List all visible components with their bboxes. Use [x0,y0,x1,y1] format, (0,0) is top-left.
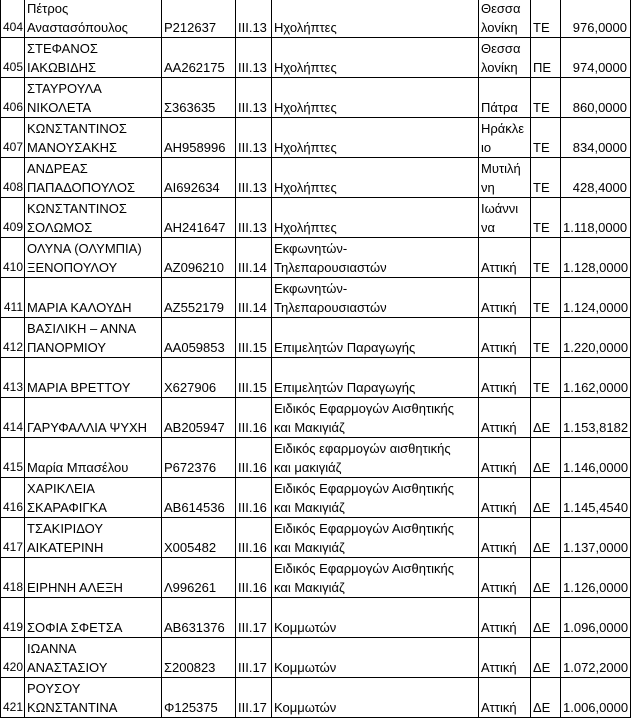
candidate-name-cell: ΓΑΡΥΦΑΛΛΙΑ ΨΥΧΗ [25,398,162,438]
specialty-name-cell: Ηχολήπτες [272,78,479,118]
specialty-code-cell: ΙΙΙ.13 [236,78,272,118]
table-row [1,358,631,398]
city-cell: Αττική [479,438,531,478]
specialty-code-cell: ΙΙΙ.15 [236,318,272,358]
row-number-cell: 404 [1,0,25,38]
education-level-cell: ΔΕ [531,678,561,718]
city-cell: Μυτιλή νη [479,158,531,198]
specialty-code-cell: ΙΙΙ.17 [236,678,272,718]
specialty-name-cell: Ειδικός εφαρμογών αισθητικής και μακιγιάζ [272,438,479,478]
table-row [1,0,631,38]
row-number-cell: 409 [1,198,25,238]
table-row [1,38,631,78]
score-cell: 1.124,0000 [561,278,631,318]
table-row [1,518,631,558]
education-level-cell: ΤΕ [531,318,561,358]
candidate-name-cell: Πέτρος Αναστασόπουλος [25,0,162,38]
candidate-name-cell: ΒΑΣΙΛΙΚΗ – ΑΝΝΑ ΠΑΝΟΡΜΙΟΥ [25,318,162,358]
candidate-name-cell: ΣΟΦΙΑ ΣΦΕΤΣΑ [25,598,162,638]
id-number-cell: Χ005482 [162,518,236,558]
specialty-code-cell: ΙΙΙ.15 [236,358,272,398]
candidate-name-cell: ΙΩΑΝΝΑ ΑΝΑΣΤΑΣΙΟΥ [25,638,162,678]
row-number-cell: 405 [1,38,25,78]
score-cell: 1.118,0000 [561,198,631,238]
score-cell: 1.072,2000 [561,638,631,678]
city-cell: Αττική [479,678,531,718]
specialty-name-cell: Εκφωνητών- Τηλεπαρουσιαστών [272,238,479,278]
score-cell: 1.145,4540 [561,478,631,518]
city-cell: Αττική [479,598,531,638]
specialty-code-cell: ΙΙΙ.17 [236,598,272,638]
specialty-code-cell: ΙΙΙ.16 [236,478,272,518]
candidate-name-cell: ΧΑΡΙΚΛΕΙΑ ΣΚΑΡΑΦΙΓΚΑ [25,478,162,518]
specialty-name-cell: Επιμελητών Παραγωγής [272,358,479,398]
education-level-cell: ΤΕ [531,0,561,38]
id-number-cell: Σ200823 [162,638,236,678]
education-level-cell: ΤΕ [531,278,561,318]
city-cell: Αττική [479,518,531,558]
table-row [1,278,631,318]
specialty-code-cell: ΙΙΙ.14 [236,278,272,318]
candidate-name-cell: ΡΟΥΣΟΥ ΚΩΝΣΤΑΝΤΙΝΑ [25,678,162,718]
score-cell: 974,0000 [561,38,631,78]
row-number-cell: 416 [1,478,25,518]
id-number-cell: ΑΖ096210 [162,238,236,278]
score-cell: 976,0000 [561,0,631,38]
row-number-cell: 414 [1,398,25,438]
score-cell: 428,4000 [561,158,631,198]
education-level-cell: ΤΕ [531,198,561,238]
id-number-cell: ΑΒ205947 [162,398,236,438]
city-cell: Αττική [479,558,531,598]
specialty-code-cell: ΙΙΙ.16 [236,438,272,478]
candidate-name-cell: ΣΤΑΥΡΟΥΛΑ ΝΙΚΟΛΕΤΑ [25,78,162,118]
education-level-cell: ΤΕ [531,158,561,198]
id-number-cell: Ρ672376 [162,438,236,478]
education-level-cell: ΤΕ [531,118,561,158]
row-number-cell: 415 [1,438,25,478]
id-number-cell: Χ627906 [162,358,236,398]
education-level-cell: ΤΕ [531,358,561,398]
candidate-name-cell: ΑΝΔΡΕΑΣ ΠΑΠΑΔΟΠΟΥΛΟΣ [25,158,162,198]
specialty-code-cell: ΙΙΙ.13 [236,158,272,198]
row-number-cell: 411 [1,278,25,318]
city-cell: Αττική [479,358,531,398]
specialty-name-cell: Ηχολήπτες [272,158,479,198]
city-cell: Αττική [479,398,531,438]
specialty-name-cell: Κομμωτών [272,598,479,638]
specialty-name-cell: Ηχολήπτες [272,0,479,38]
id-number-cell: ΑΗ241647 [162,198,236,238]
city-cell: Ηράκλε ιο [479,118,531,158]
table-row [1,478,631,518]
city-cell: Αττική [479,238,531,278]
score-cell: 860,0000 [561,78,631,118]
candidate-name-cell: ΟΛΥΝΑ (ΟΛΥΜΠΙΑ) ΞΕΝΟΠΟΥΛΟΥ [25,238,162,278]
city-cell: Θεσσα λονίκη [479,38,531,78]
city-cell: Ιωάννι να [479,198,531,238]
score-cell: 1.126,0000 [561,558,631,598]
table-row [1,678,631,718]
specialty-name-cell: Ηχολήπτες [272,118,479,158]
education-level-cell: ΔΕ [531,438,561,478]
candidate-name-cell: ΤΣΑΚΙΡΙΔΟΥ ΑΙΚΑΤΕΡΙΝΗ [25,518,162,558]
candidate-name-cell: ΜΑΡΙΑ ΒΡΕΤΤΟΥ [25,358,162,398]
id-number-cell: ΑΗ958996 [162,118,236,158]
specialty-code-cell: ΙΙΙ.16 [236,518,272,558]
candidate-name-cell: ΣΤΕΦΑΝΟΣ ΙΑΚΩΒΙΔΗΣ [25,38,162,78]
specialty-code-cell: ΙΙΙ.16 [236,398,272,438]
specialty-code-cell: ΙΙΙ.16 [236,558,272,598]
specialty-name-cell: Εκφωνητών- Τηλεπαρουσιαστών [272,278,479,318]
id-number-cell: Φ125375 [162,678,236,718]
table-row [1,198,631,238]
table-row [1,238,631,278]
score-cell: 1.096,0000 [561,598,631,638]
city-cell: Αττική [479,478,531,518]
table-body [1,0,631,718]
row-number-cell: 421 [1,678,25,718]
id-number-cell: ΑΑ059853 [162,318,236,358]
id-number-cell: Ρ212637 [162,0,236,38]
id-number-cell: ΑΙ692634 [162,158,236,198]
table-row [1,158,631,198]
table-row [1,398,631,438]
candidate-name-cell: Μαρία Μπασέλου [25,438,162,478]
score-cell: 1.006,0000 [561,678,631,718]
specialty-name-cell: Ειδικός Εφαρμογών Αισθητικής και Μακιγιάζ [272,518,479,558]
row-number-cell: 407 [1,118,25,158]
city-cell: Πάτρα [479,78,531,118]
candidate-name-cell: ΚΩΝΣΤΑΝΤΙΝΟΣ ΜΑΝΟΥΣΑΚΗΣ [25,118,162,158]
table-row [1,78,631,118]
education-level-cell: ΔΕ [531,598,561,638]
candidate-name-cell: ΕΙΡΗΝΗ ΑΛΕΞΗ [25,558,162,598]
city-cell: Αττική [479,278,531,318]
education-level-cell: ΠΕ [531,38,561,78]
score-cell: 1.162,0000 [561,358,631,398]
id-number-cell: Λ996261 [162,558,236,598]
row-number-cell: 417 [1,518,25,558]
table-row [1,118,631,158]
specialty-code-cell: ΙΙΙ.17 [236,638,272,678]
score-cell: 1.128,0000 [561,238,631,278]
candidate-name-cell: ΜΑΡΙΑ ΚΑΛΟΥΔΗ [25,278,162,318]
id-number-cell: ΑΒ614536 [162,478,236,518]
score-cell: 834,0000 [561,118,631,158]
table-row [1,438,631,478]
specialty-name-cell: Κομμωτών [272,638,479,678]
table-row [1,318,631,358]
specialty-code-cell: ΙΙΙ.14 [236,238,272,278]
education-level-cell: ΔΕ [531,638,561,678]
specialty-name-cell: Κομμωτών [272,678,479,718]
education-level-cell: ΤΕ [531,78,561,118]
specialty-code-cell: ΙΙΙ.13 [236,198,272,238]
row-number-cell: 408 [1,158,25,198]
city-cell: Θεσσα λονίκη [479,0,531,38]
row-number-cell: 410 [1,238,25,278]
row-number-cell: 413 [1,358,25,398]
specialty-name-cell: Ειδικός Εφαρμογών Αισθητικής και Μακιγιάζ [272,558,479,598]
row-number-cell: 418 [1,558,25,598]
table-row [1,638,631,678]
specialty-name-cell: Επιμελητών Παραγωγής [272,318,479,358]
id-number-cell: ΑΑ262175 [162,38,236,78]
education-level-cell: ΔΕ [531,478,561,518]
education-level-cell: ΔΕ [531,518,561,558]
row-number-cell: 420 [1,638,25,678]
row-number-cell: 412 [1,318,25,358]
education-level-cell: ΤΕ [531,238,561,278]
score-cell: 1.137,0000 [561,518,631,558]
row-number-cell: 406 [1,78,25,118]
specialty-name-cell: Ηχολήπτες [272,198,479,238]
specialty-name-cell: Ηχολήπτες [272,38,479,78]
table-row [1,598,631,638]
city-cell: Αττική [479,318,531,358]
specialty-code-cell: ΙΙΙ.13 [236,118,272,158]
specialty-name-cell: Ειδικός Εφαρμογών Αισθητικής και Μακιγιάζ [272,478,479,518]
score-cell: 1.220,0000 [561,318,631,358]
table-row [1,558,631,598]
specialty-name-cell: Ειδικός Εφαρμογών Αισθητικής και Μακιγιάζ [272,398,479,438]
id-number-cell: ΑΒ631376 [162,598,236,638]
id-number-cell: ΑΖ552179 [162,278,236,318]
score-cell: 1.153,8182 [561,398,631,438]
education-level-cell: ΔΕ [531,558,561,598]
id-number-cell: Σ363635 [162,78,236,118]
score-cell: 1.146,0000 [561,438,631,478]
candidate-name-cell: ΚΩΝΣΤΑΝΤΙΝΟΣ ΣΟΛΩΜΟΣ [25,198,162,238]
row-number-cell: 419 [1,598,25,638]
specialty-code-cell: ΙΙΙ.13 [236,0,272,38]
education-level-cell: ΔΕ [531,398,561,438]
city-cell: Αττική [479,638,531,678]
specialty-code-cell: ΙΙΙ.13 [236,38,272,78]
